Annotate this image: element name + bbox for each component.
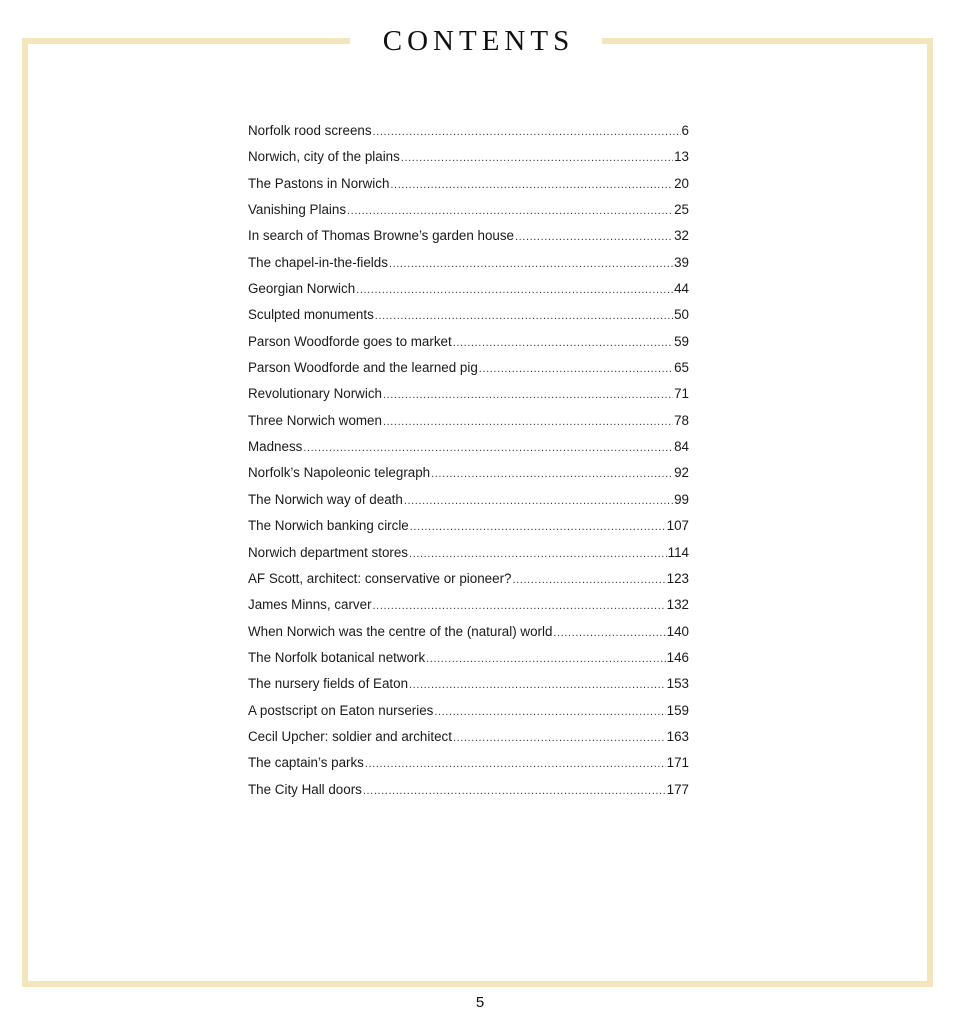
dot-leader <box>401 145 673 171</box>
toc-entry-page-number: 159 <box>666 702 689 718</box>
dot-leader <box>356 277 673 303</box>
table-of-contents <box>248 118 689 803</box>
toc-entry[interactable] <box>248 329 689 355</box>
toc-entry[interactable] <box>248 671 689 697</box>
toc-entry[interactable] <box>248 566 689 592</box>
dot-leader <box>409 672 666 698</box>
toc-entry[interactable] <box>248 355 689 381</box>
toc-entry-title: A postscript on Eaton nurseries <box>248 702 434 718</box>
toc-entry-page-number: 123 <box>666 570 689 586</box>
toc-entry[interactable] <box>248 724 689 750</box>
toc-entry[interactable] <box>248 381 689 407</box>
toc-entry-page-number: 132 <box>666 597 689 613</box>
dot-leader <box>303 435 673 461</box>
toc-entry[interactable] <box>248 645 689 671</box>
toc-entry-page-number: 153 <box>666 676 689 692</box>
toc-entry-title: Georgian Norwich <box>248 281 356 297</box>
toc-entry-title: Sculpted monuments <box>248 307 374 323</box>
toc-entry-page-number: 13 <box>674 149 689 165</box>
toc-entry-title: Parson Woodforde goes to market <box>248 333 452 349</box>
dot-leader <box>512 567 665 593</box>
toc-entry[interactable] <box>248 592 689 618</box>
toc-entry-title: Three Norwich women <box>248 412 382 428</box>
toc-entry[interactable] <box>248 118 689 144</box>
toc-entry-page-number: 39 <box>674 254 689 270</box>
dot-leader <box>410 514 666 540</box>
toc-entry-page-number: 6 <box>681 123 689 138</box>
toc-entry[interactable] <box>248 777 689 803</box>
toc-entry-page-number: 107 <box>666 518 689 534</box>
toc-entry-page-number: 99 <box>674 491 689 507</box>
dot-leader <box>479 356 673 382</box>
toc-entry-title: The Norwich way of death <box>248 491 403 507</box>
toc-entry-page-number: 25 <box>674 202 689 218</box>
toc-entry-title: When Norwich was the centre of the (natural) world <box>248 623 553 639</box>
toc-entry-title: Norwich department stores <box>248 544 409 560</box>
dot-leader <box>347 198 673 224</box>
dot-leader <box>365 751 666 777</box>
dot-leader <box>383 382 673 408</box>
toc-entry-page-number: 84 <box>674 439 689 455</box>
toc-entry-title: Cecil Upcher: soldier and architect <box>248 728 452 744</box>
toc-entry[interactable] <box>248 171 689 197</box>
dot-leader <box>434 699 665 725</box>
dot-leader <box>373 593 666 619</box>
toc-entry-title: The chapel-in-the-fields <box>248 254 388 270</box>
toc-entry-page-number: 71 <box>674 386 689 402</box>
toc-entry-page-number: 44 <box>674 281 689 297</box>
dot-leader <box>363 778 666 804</box>
toc-entry-title: The Norfolk botanical network <box>248 649 426 665</box>
toc-entry-page-number: 20 <box>674 175 689 191</box>
toc-entry[interactable] <box>248 434 689 460</box>
dot-leader <box>383 409 673 435</box>
toc-entry-title: In search of Thomas Browne’s garden house <box>248 228 514 244</box>
dot-leader <box>553 620 665 646</box>
toc-entry-title: Parson Woodforde and the learned pig <box>248 360 478 376</box>
dot-leader <box>426 646 666 672</box>
toc-entry[interactable] <box>248 250 689 276</box>
toc-entry-title: Madness <box>248 439 303 455</box>
dot-leader <box>404 488 673 514</box>
toc-entry[interactable] <box>248 750 689 776</box>
toc-entry-title: Revolutionary Norwich <box>248 386 382 402</box>
toc-entry[interactable] <box>248 223 689 249</box>
dot-leader <box>453 725 666 751</box>
toc-entry[interactable] <box>248 408 689 434</box>
dot-leader <box>515 224 673 250</box>
toc-entry-title: AF Scott, architect: conservative or pioneer? <box>248 570 512 586</box>
toc-entry-page-number: 114 <box>667 544 689 560</box>
toc-entry[interactable] <box>248 144 689 170</box>
toc-entry-page-number: 163 <box>666 728 689 744</box>
contents-heading: CONTENTS <box>350 20 602 62</box>
toc-entry-page-number: 50 <box>674 307 689 323</box>
toc-entry-title: Vanishing Plains <box>248 202 347 218</box>
toc-entry[interactable] <box>248 302 689 328</box>
toc-entry-page-number: 177 <box>666 781 689 797</box>
toc-entry[interactable] <box>248 197 689 223</box>
toc-entry-page-number: 171 <box>666 755 689 771</box>
toc-entry-title: The Norwich banking circle <box>248 518 409 534</box>
toc-entry-title: The captain’s parks <box>248 755 364 771</box>
toc-entry-title: The City Hall doors <box>248 781 362 797</box>
page-number: 5 <box>475 994 485 1011</box>
toc-entry-page-number: 65 <box>674 360 689 376</box>
toc-entry[interactable] <box>248 698 689 724</box>
toc-entry[interactable] <box>248 487 689 513</box>
dot-leader <box>431 461 673 487</box>
toc-entry-title: James Minns, carver <box>248 597 372 613</box>
dot-leader <box>389 251 673 277</box>
dot-leader <box>373 119 681 145</box>
toc-entry-title: Norwich, city of the plains <box>248 149 400 165</box>
dot-leader <box>409 541 667 567</box>
dot-leader <box>375 303 673 329</box>
toc-entry-title: Norfolk rood screens <box>248 123 372 138</box>
toc-entry[interactable] <box>248 513 689 539</box>
toc-entry-page-number: 146 <box>666 649 689 665</box>
toc-entry[interactable] <box>248 619 689 645</box>
dot-leader <box>390 172 673 198</box>
toc-entry-title: The nursery fields of Eaton <box>248 676 409 692</box>
toc-entry-title: Norfolk’s Napoleonic telegraph <box>248 465 431 481</box>
toc-entry[interactable] <box>248 276 689 302</box>
toc-entry-page-number: 32 <box>674 228 689 244</box>
toc-entry[interactable] <box>248 460 689 486</box>
toc-entry-page-number: 140 <box>666 623 689 639</box>
toc-entry[interactable] <box>248 540 689 566</box>
toc-entry-page-number: 59 <box>674 333 689 349</box>
toc-entry-title: The Pastons in Norwich <box>248 175 390 191</box>
dot-leader <box>453 330 673 356</box>
toc-entry-page-number: 92 <box>674 465 689 481</box>
toc-entry-page-number: 78 <box>674 412 689 428</box>
